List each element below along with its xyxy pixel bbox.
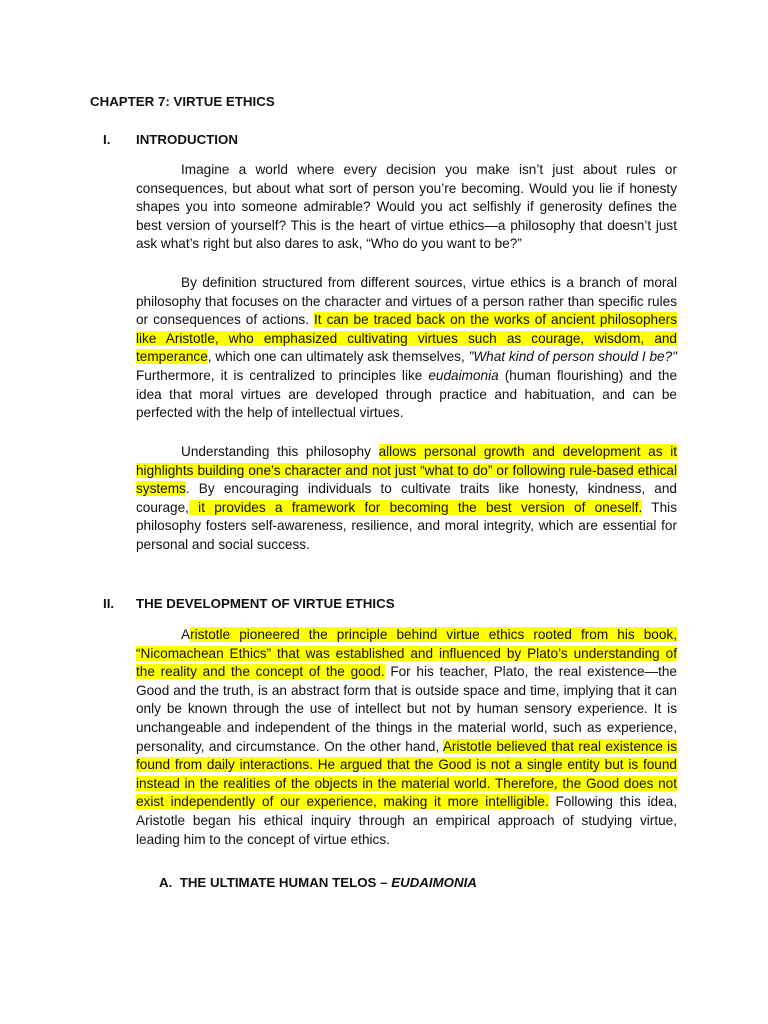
paragraph [136, 626, 677, 849]
italic-text: "What kind of person should I be?" [468, 349, 677, 365]
text-run: Furthermore, it is centralized to principles like [136, 367, 429, 383]
text-run: This philosophy fosters self-awareness, resilience, and moral integrity, which are essential for personal and social success. [136, 499, 677, 552]
paragraph [136, 161, 677, 254]
section-1-heading: INTRODUCTION [136, 132, 238, 147]
subsection-title-emphasis: EUDAIMONIA [391, 875, 477, 890]
highlighted-text: allows personal growth and development as it highlights building one’s character and not just “what to do” or following rule-based ethical systems [136, 444, 677, 497]
subsection-heading [159, 873, 477, 892]
highlighted-text: Aristotle believed that real existence is found from daily interactions. He argued that the Good is not a single entity but is found instead in the realities of the objects in the material world. Therefore, the Good does not exist independently of our experience, making it more intelligible. [136, 738, 677, 810]
section-1-number: I. [103, 132, 111, 147]
text-run: (human flourishing) and the idea that moral virtues are developed through practice and habituation, and can be perfected with the help of intellectual virtues. [136, 367, 677, 421]
italic-text: eudaimonia [428, 367, 499, 383]
section-2-heading: THE DEVELOPMENT OF VIRTUE ETHICS [136, 596, 395, 611]
text-run: For his teacher, Plato, the real existence—the Good and the truth, is an abstract form that is outside space and time, implying that it can only be known through the use of intellect but not by human sensory experience. It is unchangeable and independent of the things in the material world, such as experience, personality, and circumstance. On the other hand, [136, 664, 677, 754]
highlighted-text: ristotle pioneered the principle behind virtue ethics rooted from his book, “Nicomachean Ethics” that was established and influenced by Plato’s understanding of the reality and the concept of the good. [136, 627, 677, 680]
text-run: By definition structured from different sources, virtue ethics is a branch of moral philosophy that focuses on the character and virtues of a person rather than specific rules or consequences of actions. [136, 275, 677, 328]
subsection-title: THE ULTIMATE HUMAN TELOS – [179, 875, 392, 890]
highlighted-text: It can be traced back on the works of ancient philosophers like Aristotle, who emphasized cultivating virtues such as courage, wisdom, and temperance [136, 312, 677, 365]
text-run: Imagine a world where every decision you make isn’t just about rules or consequences, but about what sort of person you’re becoming. Would you lie if honesty shapes you into someone admirable? Would you act selfishly if generosity defines the best version of yourself? This is the heart of virtue ethics—a philosophy that doesn’t just ask what’s right but also dares to ask, “Who do you want to be?” [136, 162, 677, 252]
subsection-label: A. [159, 875, 173, 890]
chapter-title: CHAPTER 7: VIRTUE ETHICS [90, 94, 275, 109]
paragraph [136, 274, 677, 423]
text-run: , which one can ultimately ask themselves, [207, 349, 469, 365]
section-2-number: II. [103, 596, 115, 611]
text-run: Following this idea, Aristotle began his ethical inquiry through an empirical approach of studying virtue, leading him to the concept of virtue ethics. [136, 794, 677, 847]
text-run: A [181, 627, 191, 642]
paragraph [136, 443, 677, 555]
text-run: Understanding this philosophy [181, 444, 379, 459]
text-run: . By encouraging individuals to cultivate traits like honesty, kindness, and courage, [136, 481, 677, 515]
highlighted-text: it provides a framework for becoming the best version of oneself. [188, 499, 643, 515]
